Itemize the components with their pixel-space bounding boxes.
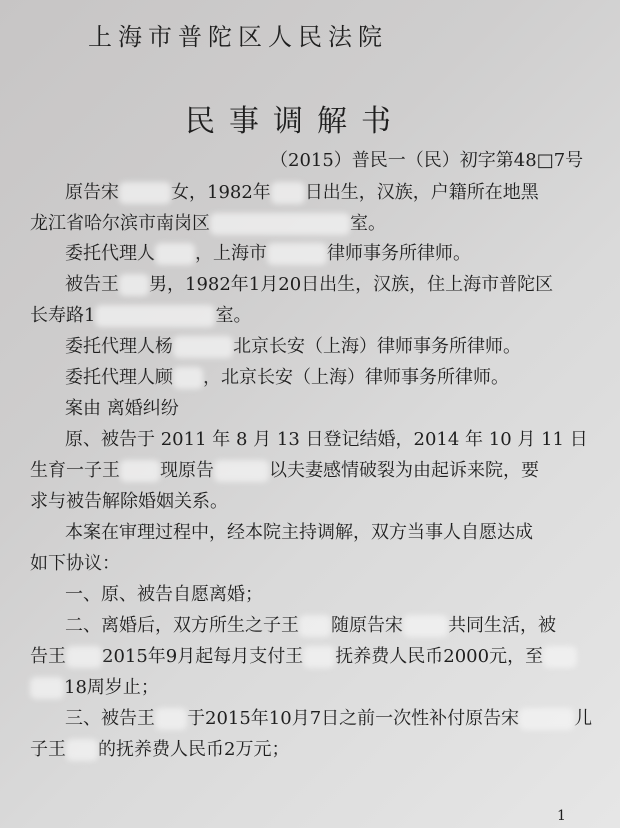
facts-line-2: 生育一子王 现原告 以夫妻感情破裂为由起诉来院，要 (30, 460, 539, 481)
mediation-line-1: 本案在审理过程中，经本院主持调解，双方当事人自愿达成 (65, 522, 533, 543)
defendant-agent-2: 委托代理人顾 ，北京长安（上海）律师事务所律师。 (65, 367, 509, 388)
case-number: （2015）普民一（民）初字第48□7号 (270, 150, 584, 171)
court-name: 上海市普陀区人民法院 (88, 23, 388, 51)
plaintiff-line-2: 龙江省哈尔滨市南岗区 室。 (30, 213, 386, 234)
agreement-item-2-line-3: 18周岁止； (30, 676, 159, 700)
agreement-item-2-line-2: 告王 2015年9月起每月支付王 抚养费人民币2000元，至 (30, 645, 577, 669)
agreement-item-3-line-2: 子王 的抚养费人民币2万元； (30, 739, 290, 760)
defendant-agent-1: 委托代理人杨 北京长安（上海）律师事务所律师。 (65, 336, 521, 357)
defendant-line-1: 被告王 男，1982年1月20日出生，汉族，住上海市普陀区 (65, 274, 554, 295)
case-cause: 案由 离婚纠纷 (65, 398, 179, 419)
document-title: 民事调解书 (185, 104, 405, 139)
agreement-item-3-line-1: 三、被告王 于2015年10月7日之前一次性补付原告宋 儿 (65, 708, 593, 729)
plaintiff-line-1: 原告宋 女，1982年 日出生，汉族，户籍所在地黑 (65, 182, 539, 203)
agreement-item-1: 一、原、被告自愿离婚； (65, 584, 263, 605)
facts-line-1: 原、被告于 2011 年 8 月 13 日登记结婚，2014 年 10 月 11 日 (65, 429, 588, 450)
mediation-line-2: 如下协议： (30, 553, 120, 574)
plaintiff-agent: 委托代理人 ，上海市 律师事务所律师。 (65, 243, 471, 264)
page-number: 1 (557, 808, 566, 824)
defendant-line-2: 长寿路1 室。 (30, 305, 252, 326)
facts-line-3: 求与被告解除婚姻关系。 (30, 491, 228, 512)
agreement-item-2-line-1: 二、离婚后，双方所生之子王 随原告宋 共同生活，被 (65, 615, 556, 636)
